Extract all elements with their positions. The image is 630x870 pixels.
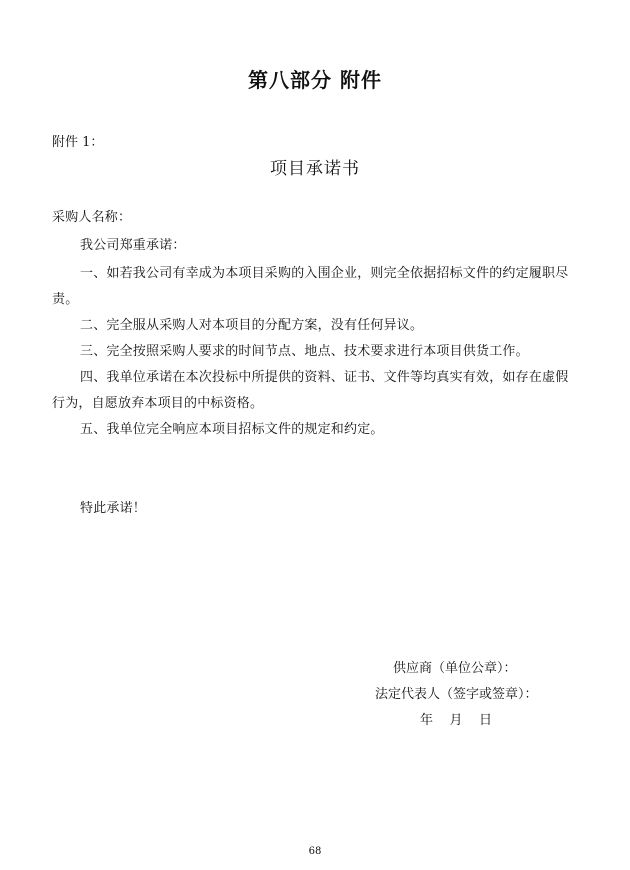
legal-rep-sign-label: 法定代表人（签字或签章）：	[375, 687, 538, 702]
intro-text: 我公司郑重承诺：	[80, 238, 186, 253]
addressee-label: 采购人名称：	[52, 210, 132, 225]
clause-4-line-1: 四、我单位承诺在本次投标中所提供的资料、证书、文件等均真实有效，如存在虚假	[80, 370, 569, 385]
clause-5: 五、我单位完全响应本项目招标文件的规定和约定。	[80, 422, 384, 437]
closing-text: 特此承诺！	[80, 501, 147, 516]
page-number: 68	[308, 846, 322, 857]
date-label: 年 月 日	[420, 713, 493, 728]
clause-1-line-1: 一、如若我公司有幸成为本项目采购的入围企业，则完全依据招标文件的约定履职尽	[80, 266, 569, 281]
clause-1-line-2: 责。	[52, 292, 79, 307]
part-title: 第八部分 附件	[248, 68, 382, 92]
clause-4-line-2: 行为，自愿放弃本项目的中标资格。	[52, 396, 264, 411]
annex-label: 附件 1：	[52, 135, 104, 150]
supplier-seal-label: 供应商（单位公章）：	[393, 661, 517, 676]
document-title: 项目承诺书	[270, 159, 360, 179]
clause-2: 二、完全服从采购人对本项目的分配方案，没有任何异议。	[80, 318, 424, 333]
clause-3: 三、完全按照采购人要求的时间节点、地点、技术要求进行本项目供货工作。	[80, 344, 529, 359]
